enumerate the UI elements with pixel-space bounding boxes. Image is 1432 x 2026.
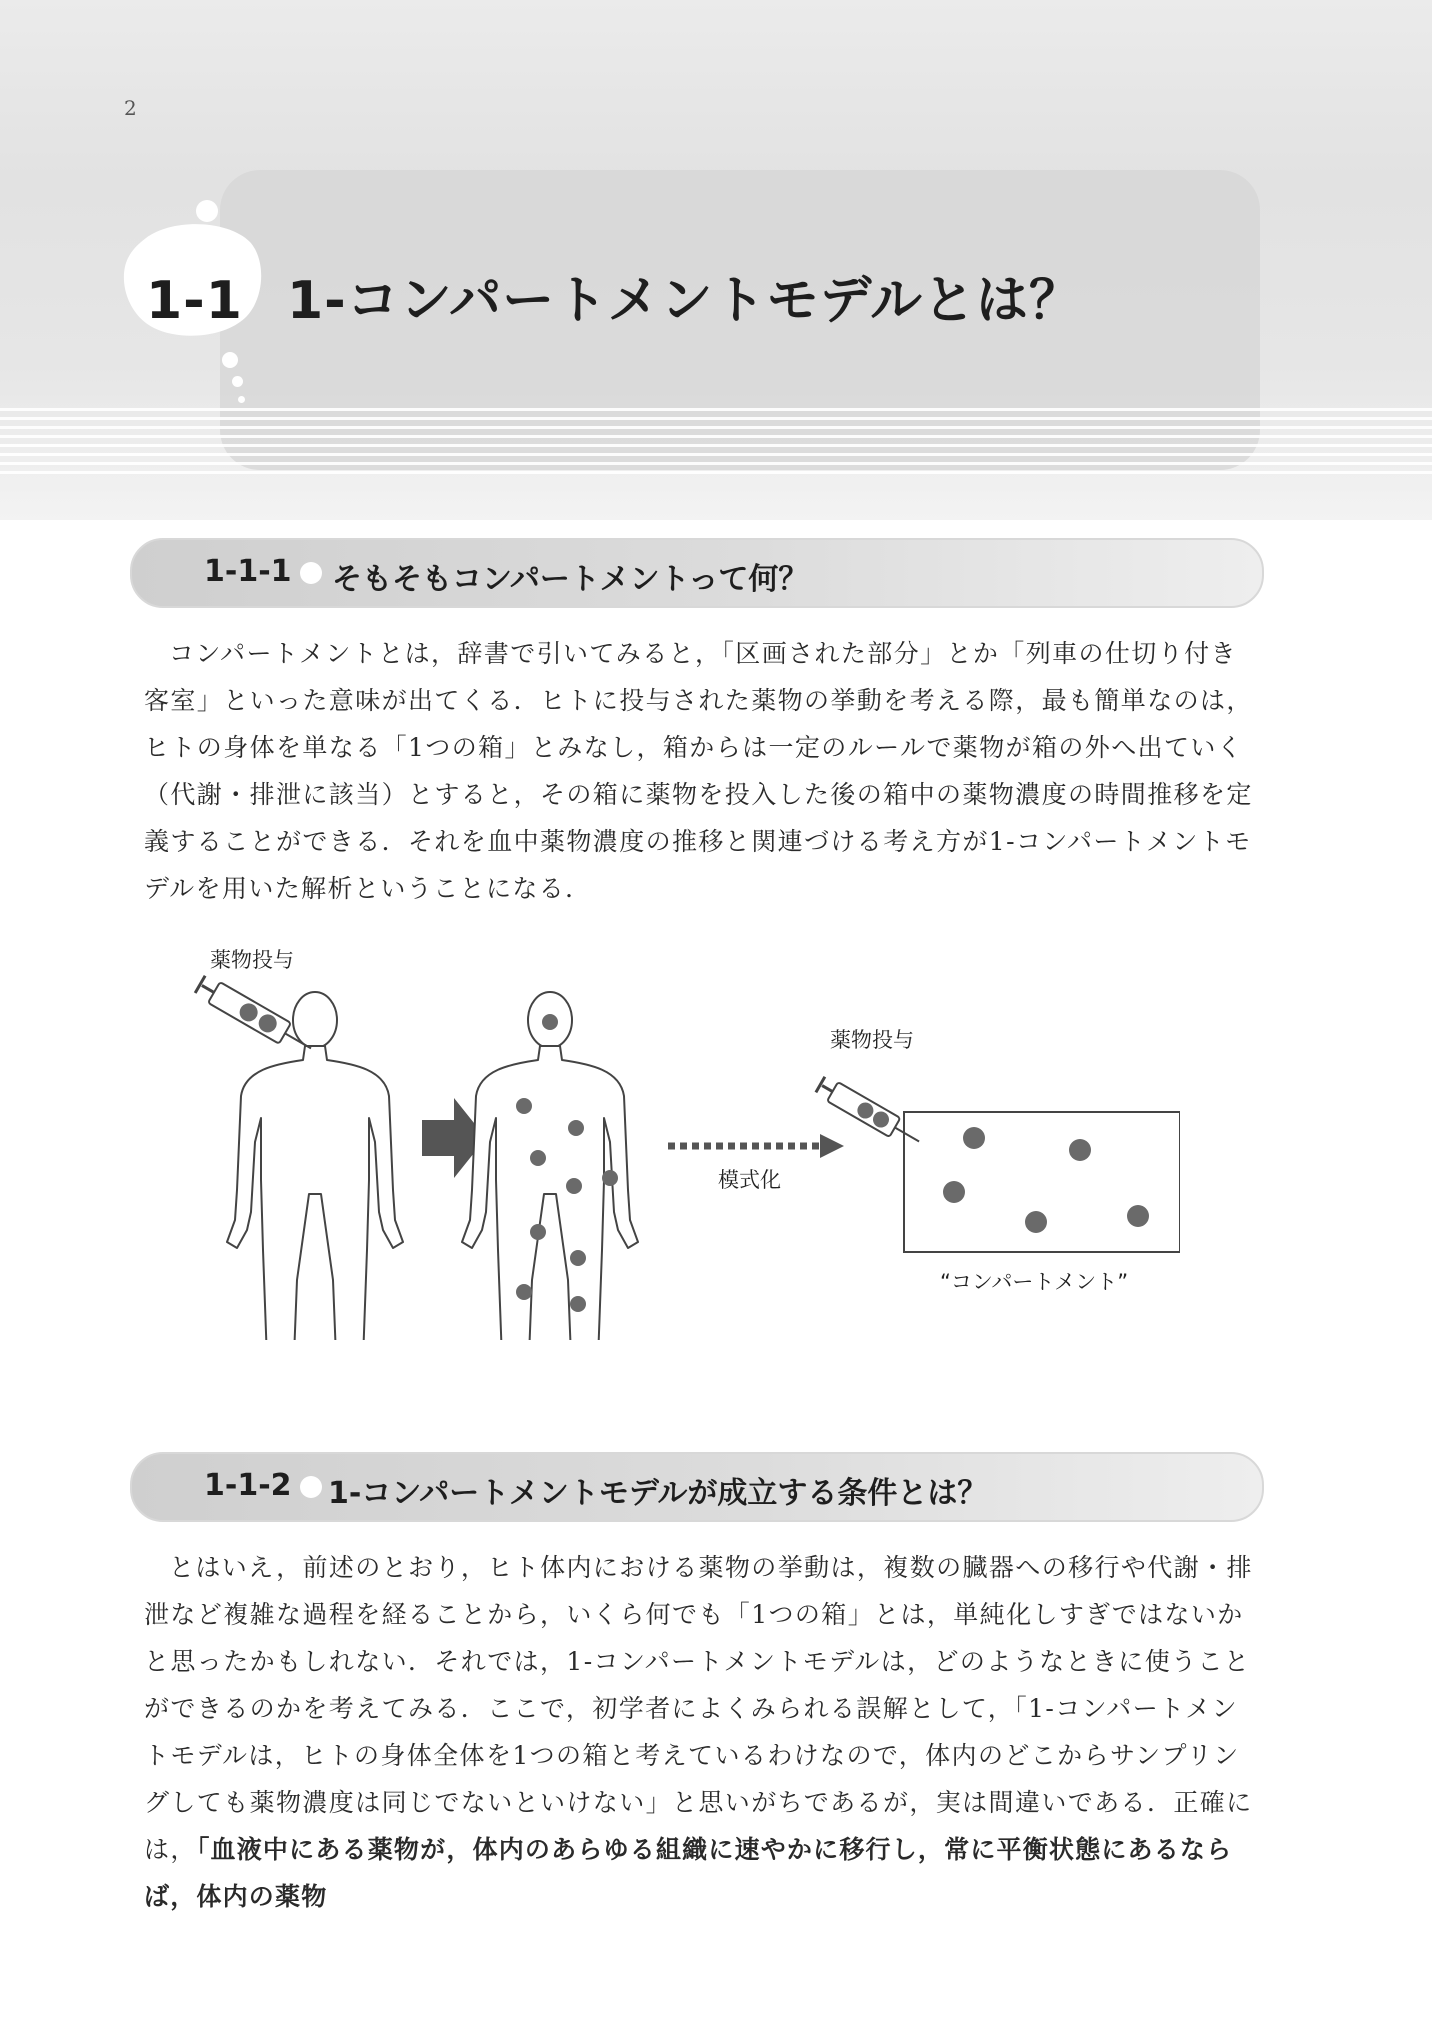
label-dose-left: 薬物投与	[210, 948, 294, 972]
decor-bubble	[238, 396, 245, 403]
paragraph-bold-text: 「血液中にある薬物が，体内のあらゆる組織に速やかに移行し，常に平衡状態にあるならば，体内の薬物	[144, 1835, 1233, 1911]
section-number: 1-1-2	[204, 1468, 292, 1503]
chapter-title	[146, 258, 1082, 333]
section-title: 1-コンパートメントモデルが成立する条件とは？	[328, 1476, 988, 1511]
section-title: そもそもコンパートメントって何？	[332, 562, 809, 597]
label-model: 模式化	[718, 1168, 781, 1192]
bullet-dot-icon	[300, 1476, 322, 1498]
section-paragraph	[144, 1544, 1256, 1920]
section-heading-1-1-2	[130, 1452, 1264, 1522]
decor-bubble	[196, 200, 218, 222]
chapter-title-text: 1-コンパートメントモデルとは？	[286, 271, 1082, 331]
bullet-dot-icon	[300, 562, 322, 584]
paragraph-text: とはいえ，前述のとおり，ヒト体内における薬物の挙動は，複数の臓器への移行や代謝・排泄など複雑な過程を経ることから，いくら何でも「1つの箱」とは，単純化しすぎではないかと思ったかもしれない．それでは，1-コンパートメントモデルは，どのようなときに使うことができるのかを考えてみる．ここで，初学者によくみられる誤解として，「1-コンパートメントモデルは，ヒトの身体全体を1つの箱と考えているわけなので，体内のどこからサンプリングしても薬物濃度は同じでないといけない」と思いがちであるが，実は間違いである．正確には，	[144, 1553, 1253, 1864]
label-compartment: “コンパートメント”	[940, 1270, 1129, 1294]
page-number: 2	[124, 96, 137, 120]
label-dose-right: 薬物投与	[830, 1028, 914, 1052]
decor-bubble	[232, 376, 243, 387]
section-heading-1-1-1	[130, 538, 1264, 608]
compartment-figure	[180, 920, 1180, 1340]
chapter-number: 1-1	[146, 271, 243, 331]
section-paragraph: コンパートメントとは，辞書で引いてみると，「区画された部分」とか「列車の仕切り付き客室」といった意味が出てくる．ヒトに投与された薬物の挙動を考える際，最も簡単なのは，ヒトの身体を単なる「1つの箱」とみなし，箱からは一定のルールで薬物が箱の外へ出ていく（代謝・排泄に該当）とすると，その箱に薬物を投入した後の箱中の薬物濃度の時間推移を定義することができる．それを血中薬物濃度の推移と関連づける考え方が1-コンパートメントモデルを用いた解析ということになる．	[144, 639, 1253, 903]
human-body-after	[462, 992, 638, 1340]
model-arrow-head-icon	[820, 1134, 844, 1158]
decor-bubble	[222, 352, 238, 368]
banner-stripes	[0, 408, 1432, 498]
section-number: 1-1-1	[204, 554, 292, 589]
human-body-before	[227, 992, 403, 1340]
